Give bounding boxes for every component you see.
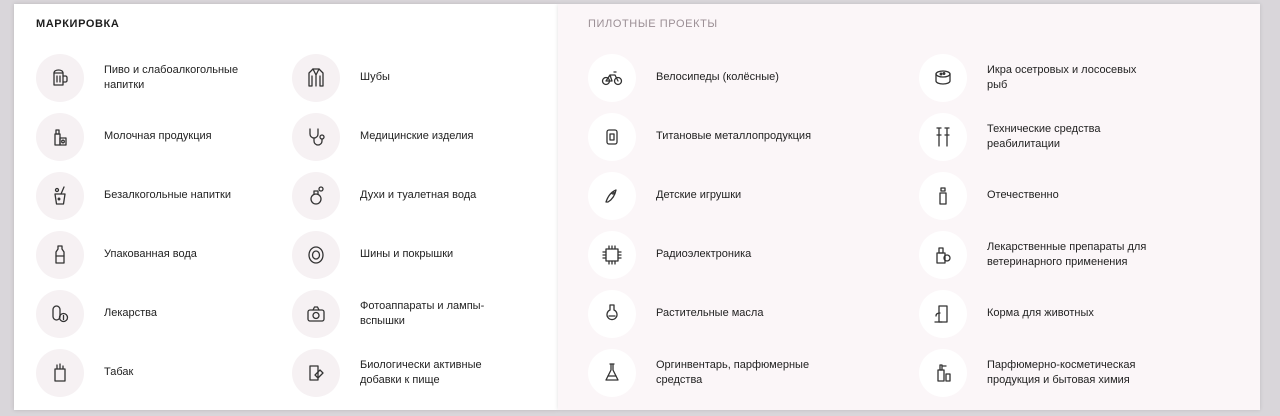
soft-drink-icon: [36, 172, 84, 220]
pilot-item-caviar[interactable]: [919, 48, 1250, 107]
category-label: Фотоаппараты и лампы-вспышки: [360, 299, 485, 327]
category-label: Лекарства: [104, 307, 158, 319]
category-item-cameras[interactable]: [292, 284, 548, 343]
category-item-medical[interactable]: [292, 107, 548, 166]
pilot-item-bicycles[interactable]: [588, 48, 919, 107]
marking-grid: [36, 48, 548, 402]
pilot-item-titanium[interactable]: [588, 107, 919, 166]
pilot-label: Растительные масла: [656, 307, 764, 319]
pills-icon: [36, 290, 84, 338]
category-label: Безалкогольные напитки: [104, 189, 231, 201]
pilots-title: ПИЛОТНЫЕ ПРОЕКТЫ: [588, 18, 718, 30]
pet-food-icon: [919, 290, 967, 338]
toy-icon: [588, 172, 636, 220]
category-item-tires[interactable]: [292, 225, 548, 284]
category-item-drugs[interactable]: [36, 284, 292, 343]
category-item-milk[interactable]: [36, 107, 292, 166]
supplements-icon: [292, 349, 340, 397]
oil-icon: [588, 290, 636, 338]
category-label: Молочная продукция: [104, 130, 212, 142]
beer-mug-icon: [36, 54, 84, 102]
category-label: Шубы: [360, 71, 390, 83]
category-item-fur[interactable]: [292, 48, 548, 107]
caviar-icon: [919, 54, 967, 102]
marking-sheet: [14, 4, 1260, 410]
water-bottle-icon: [36, 231, 84, 279]
pilot-item-cosmetics[interactable]: [919, 343, 1250, 402]
pilot-item-pet-food[interactable]: [919, 284, 1250, 343]
pilot-item-rehab[interactable]: [919, 107, 1250, 166]
stethoscope-icon: [292, 113, 340, 161]
vet-drugs-icon: [919, 231, 967, 279]
pilot-label: Корма для животных: [987, 307, 1094, 319]
category-label: Упакованная вода: [104, 248, 197, 260]
marking-panel: [14, 4, 558, 410]
bicycle-icon: [588, 54, 636, 102]
category-label: Табак: [104, 366, 134, 378]
vial-icon: [919, 172, 967, 220]
crutches-icon: [919, 113, 967, 161]
pilot-item-electronics[interactable]: [588, 225, 919, 284]
pilot-label: Радиоэлектроника: [656, 248, 752, 260]
pilot-label: Велосипеды (колёсные): [656, 71, 779, 83]
pilot-label: Технические средства реабилитации: [987, 122, 1101, 150]
category-label: Шины и покрышки: [360, 248, 454, 260]
fur-coat-icon: [292, 54, 340, 102]
marking-column-1: [36, 48, 292, 402]
pilot-item-domestic[interactable]: [919, 166, 1250, 225]
pilot-item-vet-drugs[interactable]: [919, 225, 1250, 284]
pilot-label: Икра осетровых и лососевых рыб: [987, 63, 1137, 91]
titanium-icon: [588, 113, 636, 161]
marking-title: МАРКИРОВКА: [36, 18, 120, 30]
pilots-column-2: [919, 48, 1250, 402]
category-label: Биологически активные добавки к пище: [360, 358, 482, 386]
tire-icon: [292, 231, 340, 279]
pilot-item-inventory[interactable]: [588, 343, 919, 402]
category-label: Пиво и слабоалкогольные напитки: [104, 63, 239, 91]
category-item-beer[interactable]: [36, 48, 292, 107]
category-label: Духи и туалетная вода: [360, 189, 477, 201]
pilot-label: Лекарственные препараты для ветеринарного применения: [987, 240, 1147, 268]
cosmetics-icon: [919, 349, 967, 397]
pilot-label: Парфюмерно-косметическая продукция и бытовая химия: [987, 358, 1136, 386]
pilot-item-toys[interactable]: [588, 166, 919, 225]
milk-products-icon: [36, 113, 84, 161]
category-item-tobacco[interactable]: [36, 343, 292, 402]
marking-column-2: [292, 48, 548, 402]
category-item-water[interactable]: [36, 225, 292, 284]
flask-icon: [588, 349, 636, 397]
category-item-supplements[interactable]: [292, 343, 548, 402]
pilot-item-oils[interactable]: [588, 284, 919, 343]
category-item-perfume[interactable]: [292, 166, 548, 225]
pilots-grid: [588, 48, 1250, 402]
chip-icon: [588, 231, 636, 279]
camera-icon: [292, 290, 340, 338]
pilots-panel: [558, 4, 1260, 410]
tobacco-icon: [36, 349, 84, 397]
pilot-label: Детские игрушки: [656, 189, 742, 201]
perfume-icon: [292, 172, 340, 220]
pilots-column-1: [588, 48, 919, 402]
pilot-label: Титановые металлопродукция: [656, 130, 812, 142]
pilot-label: Оргинвентарь, парфюмерные средства: [656, 358, 810, 386]
category-label: Медицинские изделия: [360, 130, 474, 142]
category-item-soft-drinks[interactable]: [36, 166, 292, 225]
pilot-label: Отечественно: [987, 189, 1059, 201]
